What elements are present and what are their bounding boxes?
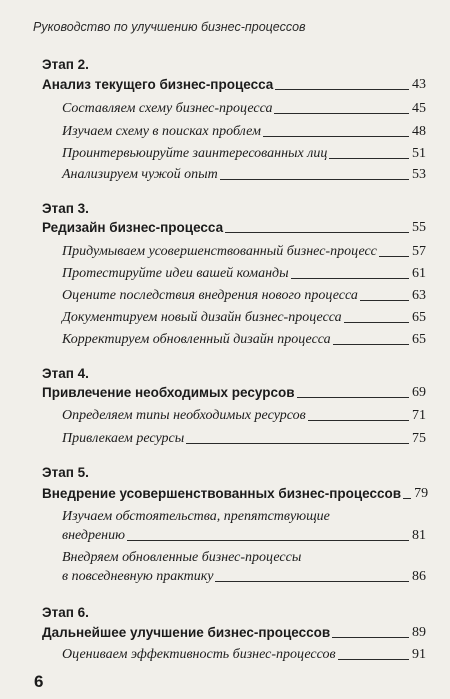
section-title: Составляем схему бизнес-процесса xyxy=(62,101,273,116)
toc-section-entry[interactable] xyxy=(62,310,426,326)
leader-line xyxy=(332,637,409,638)
page-ref: 53 xyxy=(412,167,426,182)
page-ref: 65 xyxy=(412,332,426,347)
section-title-line1: Изучаем обстоятельства, препятствующие xyxy=(62,509,330,524)
toc-chapter-entry[interactable] xyxy=(42,385,426,401)
toc-chapter-entry[interactable] xyxy=(42,77,426,93)
leader-line xyxy=(308,420,409,421)
page-ref: 61 xyxy=(412,266,426,281)
leader-line xyxy=(338,659,409,660)
section-title: Оцените последствия внедрения нового процесса xyxy=(62,288,358,303)
page-ref: 48 xyxy=(412,124,426,139)
page-ref: 57 xyxy=(412,244,426,259)
section-title: Протестируйте идеи вашей команды xyxy=(62,266,289,281)
chapter-title: Анализ текущего бизнес-процесса xyxy=(42,77,274,92)
stage-label: Этап 5. xyxy=(42,465,89,480)
toc-section-entry[interactable] xyxy=(62,647,426,663)
section-title-line2: внедрению xyxy=(62,528,125,543)
page-ref: 51 xyxy=(412,146,426,161)
toc-section-entry[interactable] xyxy=(62,548,426,586)
leader-line xyxy=(329,158,409,159)
page-ref: 65 xyxy=(412,310,426,325)
section-title-line2: в повседневную практику xyxy=(62,569,214,584)
leader-line xyxy=(275,89,409,90)
page-ref: 89 xyxy=(412,625,426,640)
toc-section-entry[interactable] xyxy=(62,124,426,140)
page-ref: 43 xyxy=(412,77,426,92)
section-title: Анализируем чужой опыт xyxy=(62,167,218,182)
leader-line xyxy=(215,581,409,582)
chapter-title: Дальнейшее улучшение бизнес-процессов xyxy=(42,625,331,640)
toc-section-entry[interactable] xyxy=(62,408,426,424)
section-title: Определяем типы необходимых ресурсов xyxy=(62,408,306,423)
section-title-line1: Внедряем обновленные бизнес-процессы xyxy=(62,550,302,565)
stage-label: Этап 3. xyxy=(42,201,89,216)
leader-line xyxy=(186,443,409,444)
page-ref: 71 xyxy=(412,408,426,423)
toc-section-entry[interactable] xyxy=(62,101,426,117)
leader-line xyxy=(220,179,409,180)
section-title: Привлекаем ресурсы xyxy=(62,431,185,446)
section-title: Оцениваем эффективность бизнес-процессов xyxy=(62,647,336,662)
leader-line xyxy=(291,278,409,279)
page-ref: 45 xyxy=(412,101,426,116)
page-ref: 75 xyxy=(412,431,426,446)
stage-label: Этап 6. xyxy=(42,605,89,620)
leader-line xyxy=(297,397,409,398)
leader-line xyxy=(263,136,409,137)
leader-line xyxy=(344,322,409,323)
page-ref: 63 xyxy=(412,288,426,303)
page-ref: 86 xyxy=(412,569,426,584)
leader-line xyxy=(225,232,409,233)
toc-section-entry[interactable] xyxy=(62,431,426,447)
stage-label: Этап 4. xyxy=(42,366,89,381)
stage-label: Этап 2. xyxy=(42,57,89,72)
section-title: Придумываем усовершенствованный бизнес-процесс xyxy=(62,244,377,259)
toc-section-entry[interactable] xyxy=(62,266,426,282)
leader-line xyxy=(333,344,409,345)
leader-line xyxy=(379,256,409,257)
toc-section-entry[interactable] xyxy=(62,288,426,304)
leader-line xyxy=(403,498,411,499)
leader-line xyxy=(127,540,409,541)
toc-chapter-entry[interactable] xyxy=(42,486,429,502)
toc-chapter-entry[interactable] xyxy=(42,220,426,236)
toc-section-entry[interactable] xyxy=(62,146,426,162)
chapter-title: Привлечение необходимых ресурсов xyxy=(42,385,295,400)
running-header: Руководство по улучшению бизнес-процессов xyxy=(33,20,306,34)
page-ref: 81 xyxy=(412,528,426,543)
toc-section-entry[interactable] xyxy=(62,332,426,348)
section-title: Проинтервьюируйте заинтересованных лиц xyxy=(62,146,328,161)
chapter-title: Редизайн бизнес-процесса xyxy=(42,220,224,235)
page-number: 6 xyxy=(34,672,44,691)
toc-section-entry[interactable] xyxy=(62,244,426,260)
leader-line xyxy=(274,113,409,114)
toc-chapter-entry[interactable] xyxy=(42,625,426,641)
page-ref: 79 xyxy=(414,486,429,501)
chapter-title: Внедрение усовершенствованных бизнес-процессов xyxy=(42,486,402,501)
page-ref: 69 xyxy=(412,385,426,400)
leader-line xyxy=(360,300,409,301)
section-title: Документируем новый дизайн бизнес-процесса xyxy=(62,310,342,325)
section-title: Изучаем схему в поисках проблем xyxy=(62,124,261,139)
toc-section-entry[interactable] xyxy=(62,167,426,183)
section-title: Корректируем обновленный дизайн процесса xyxy=(62,332,331,347)
toc-section-entry[interactable] xyxy=(62,507,426,545)
page-ref: 91 xyxy=(412,647,426,662)
page-ref: 55 xyxy=(412,220,426,235)
